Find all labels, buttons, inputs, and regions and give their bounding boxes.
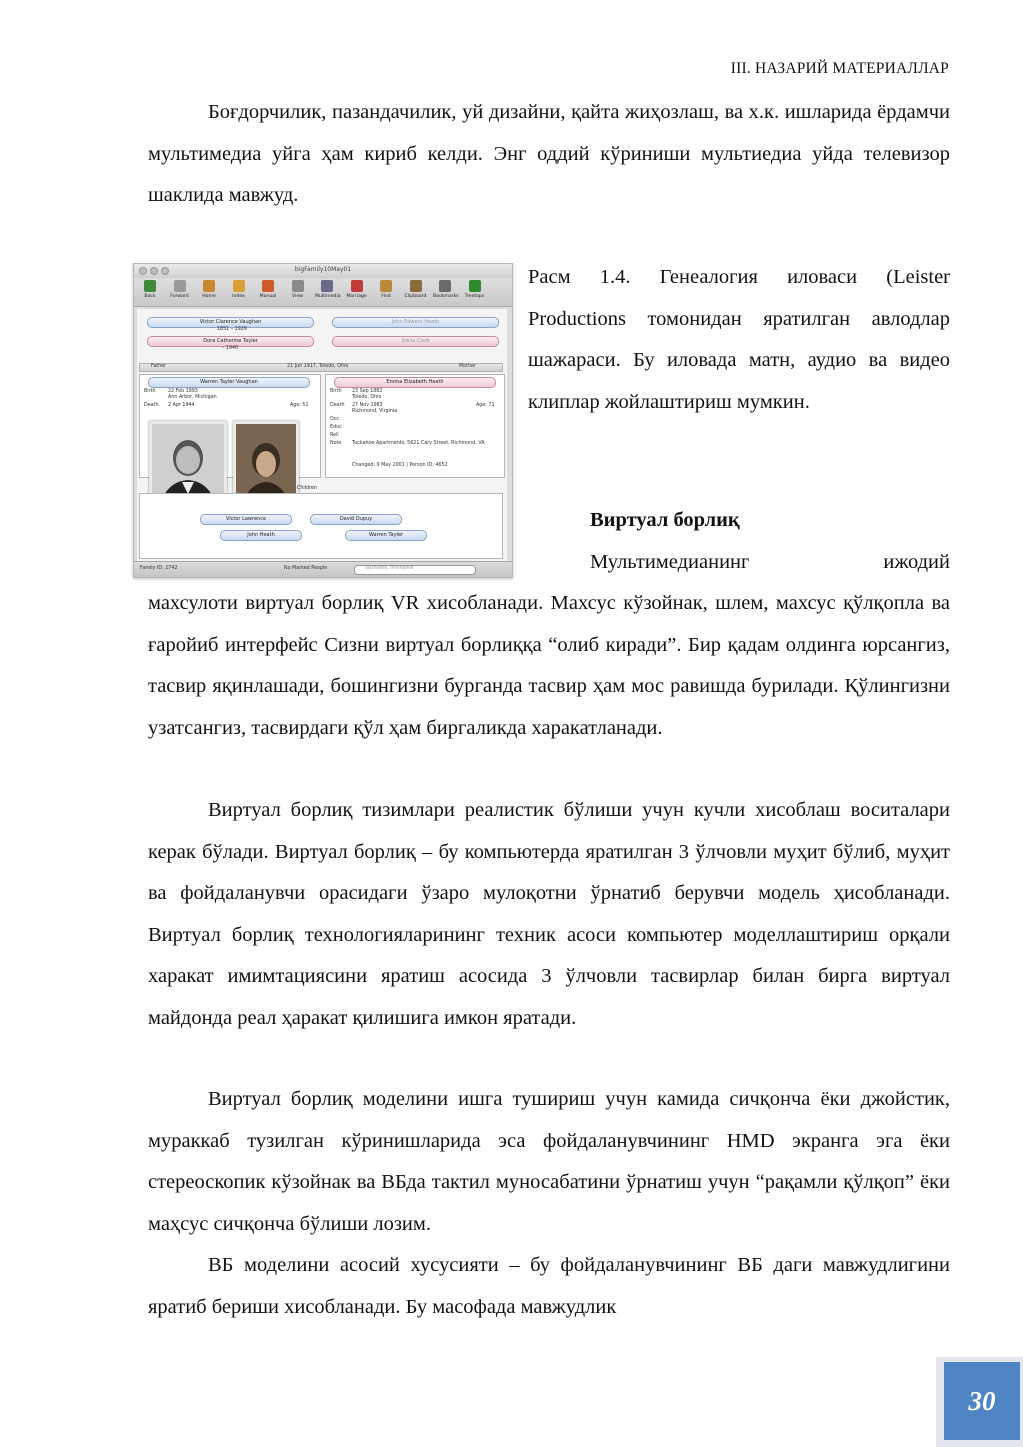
treetops-icon (469, 280, 481, 292)
mother-label: Mother (459, 364, 476, 369)
fact-label: Death (144, 403, 159, 408)
toolbar-button-find[interactable] (374, 280, 398, 299)
marked-people[interactable]: No Marked People (284, 566, 328, 571)
toolbar-label: Forward (170, 294, 189, 299)
toolbar-label: Marriage (346, 294, 367, 299)
child-button[interactable]: Victor Lawrence (200, 514, 292, 525)
window-titlebar (134, 264, 512, 278)
fact-label: Occ (330, 417, 340, 422)
toolbar-label: Bookmarks (433, 294, 459, 299)
marriage-icon (351, 280, 363, 292)
father-label: Father (151, 364, 167, 369)
child-button[interactable]: Warren Tayler (345, 530, 427, 541)
toolbar-label: Back (144, 294, 156, 299)
grandmother-dates: – 1940 (222, 346, 239, 351)
toolbar-button-marriage[interactable] (345, 280, 369, 299)
toolbar-button-index[interactable] (227, 280, 251, 299)
toolbar-button-bookmarks[interactable] (433, 280, 457, 299)
toolbar-label: Index (232, 294, 245, 299)
status-bar (134, 561, 512, 577)
app-toolbar (134, 278, 512, 307)
search-input[interactable] (354, 565, 476, 575)
family-id: Family ID: 2742 (140, 566, 178, 571)
maternal-grandmother-button[interactable]: Stella Clark (332, 336, 499, 347)
index-icon (233, 280, 245, 292)
fact-value: 23 Sep 1882 (352, 389, 383, 394)
toolbar-label: Treetops (464, 294, 485, 299)
fact-label: Death (330, 403, 345, 408)
figure-caption: Расм 1.4. Генеалогия иловаси (Leister Productions томонидан яратилган авлодлар шажараси. Бу иловада матн, аудио ва видео клиплар жойлаштириш мумкин. (528, 266, 950, 413)
toolbar-label: Clipboard (404, 294, 427, 299)
toolbar-label: View (292, 294, 303, 299)
bookmarks-icon (439, 280, 451, 292)
father-name-button[interactable]: Warren Tayler Vaughan (148, 377, 310, 388)
toolbar-label: Home (202, 294, 216, 299)
toolbar-button-clipboard[interactable] (404, 280, 428, 299)
window-title: bigFamily10May01 (294, 266, 352, 273)
toolbar-button-home[interactable] (197, 280, 221, 299)
marriage-info: 21 Jun 1917, Toledo, Ohio (287, 364, 349, 369)
fact-value: Ann Arbor, Michigan (168, 395, 217, 400)
paragraph-3: Виртуал борлиқ тизимлари реалистик бўлиши учун кучли хисоблаш воситалари керак бўлади. Виртуал борлиқ – бу компьютерда яратилган 3 ўлчовли муҳит бўлиб, муҳит ва фойдаланувчи орасидаги ўзаро мулоқотни ўрнатиб берувчи модель ҳисобланади. Виртуал борлиқ технологияларининг техник асоси компьютер моделлаштириш орқали харакат имимтациясини яратиш асосида 3 ўлчовли тасвирлар билан бирга виртуал майдонда реал ҳаракат қилишига имкон яратади. (148, 799, 950, 1029)
toolbar-label: Manual (259, 294, 277, 299)
maternal-grandfather-button[interactable]: John Edward Heath (332, 317, 499, 328)
child-button[interactable]: John Heath (220, 530, 302, 541)
fact-label: Reli (330, 433, 339, 438)
paragraph-5: ВБ моделини асосий хусусияти – бу фойдаланувчининг ВБ даги мавжудлигини яратиб бериши хисобланади. Бу масофада мавжудлик (148, 1254, 950, 1318)
mother-panel (325, 374, 505, 478)
toolbar-button-back[interactable] (138, 280, 162, 299)
fact-value: 2 Apr 1944 (168, 403, 195, 408)
toolbar-button-treetops[interactable] (463, 280, 487, 299)
find-icon (380, 280, 392, 292)
family-view (137, 309, 507, 561)
fact-value: 27 Nov 1983 (352, 403, 383, 408)
children-label: Children (297, 486, 317, 491)
fact-value: Age: 51 (290, 403, 309, 408)
grandmother-button[interactable]: Dora Catherine Tayler (147, 336, 314, 347)
manual-icon (262, 280, 274, 292)
children-panel (139, 493, 503, 559)
record-info: Changed: 9 May 2001 | Person ID: 4652 (352, 463, 448, 468)
toolbar-label: Multimedia (315, 294, 341, 299)
fact-label: Birth (330, 389, 342, 394)
fact-label: Birth (144, 389, 156, 394)
clipboard-icon (410, 280, 422, 292)
toolbar-label: Find (381, 294, 391, 299)
running-header: III. НАЗАРИЙ МАТЕРИАЛЛАР (730, 60, 949, 77)
paragraph-4: Виртуал борлиқ моделини ишга тушириш учун камида сичқонча ёки джойстик, мураккаб тузилган кўринишларида эса фойдаланувчининг HMD экранга эга ёки стереоскопик кўзойнак ва ВБда тактил муносабатини ўрнатиш учун “рақамли қўлқоп” ёки маҳсус сичқонча бўлиши лозим. (148, 1088, 950, 1235)
page-number: 30 (944, 1362, 1020, 1440)
back-icon (144, 280, 156, 292)
section-heading: Виртуал борлиқ (590, 509, 740, 531)
paragraph-1: Боғдорчилик, пазандачилик, уй дизайни, қайта жиҳозлаш, ва х.к. ишларида ёрдамчи мультимедиа уйга ҳам кириб келди. Энг оддий кўриниши мультиедиа уйда телевизор шаклида мавжуд. (148, 101, 950, 206)
home-icon (203, 280, 215, 292)
child-button[interactable]: David Dupuy (310, 514, 402, 525)
fact-value: Richmond, Virginia (352, 409, 398, 414)
multimedia-icon (321, 280, 333, 292)
toolbar-button-view[interactable] (286, 280, 310, 299)
lead-word: ижодий (883, 551, 950, 573)
fact-value: 22 Feb 1893 (168, 389, 198, 394)
lead-word: Мультимедианинг (590, 551, 750, 573)
grandfather-button[interactable]: Victor Clarence Vaughan (147, 317, 314, 328)
toolbar-button-manual[interactable] (256, 280, 280, 299)
toolbar-button-multimedia[interactable] (315, 280, 339, 299)
view-icon (292, 280, 304, 292)
grandfather-dates: 1851 – 1929 (217, 327, 247, 332)
toolbar-button-forward[interactable] (168, 280, 192, 299)
fact-value: Toledo, Ohio (352, 395, 382, 400)
genealogy-app-screenshot (133, 263, 513, 578)
fact-value: Age: 71 (476, 403, 495, 408)
search-placeholder: lastname, firstname (365, 566, 414, 571)
paragraph-2: махсулоти виртуал борлиқ VR хисобланади. Махсус кўзойнак, шлем, махсус қўлқопла ва ғаройиб интерфейс Сизни виртуал борлиққа “олиб киради”. Бир қадам олдинга юрсангиз, тасвир яқинлашади, бошингизни бурганда тасвир ҳам мос равишда бурилади. Қўлингизни узатсангиз, тасвирдаги қўл ҳам биргаликда харакатланади. (148, 592, 950, 739)
paragraph-2-lead (590, 542, 950, 584)
forward-icon (174, 280, 186, 292)
fact-label: Note (330, 441, 342, 446)
fact-value: Tuckahoe Apartments, 5621 Cary Street, Richmond, VA (352, 441, 485, 446)
fact-label: Educ (330, 425, 342, 430)
mother-name-button[interactable]: Emma Elizabeth Heath (334, 377, 496, 388)
